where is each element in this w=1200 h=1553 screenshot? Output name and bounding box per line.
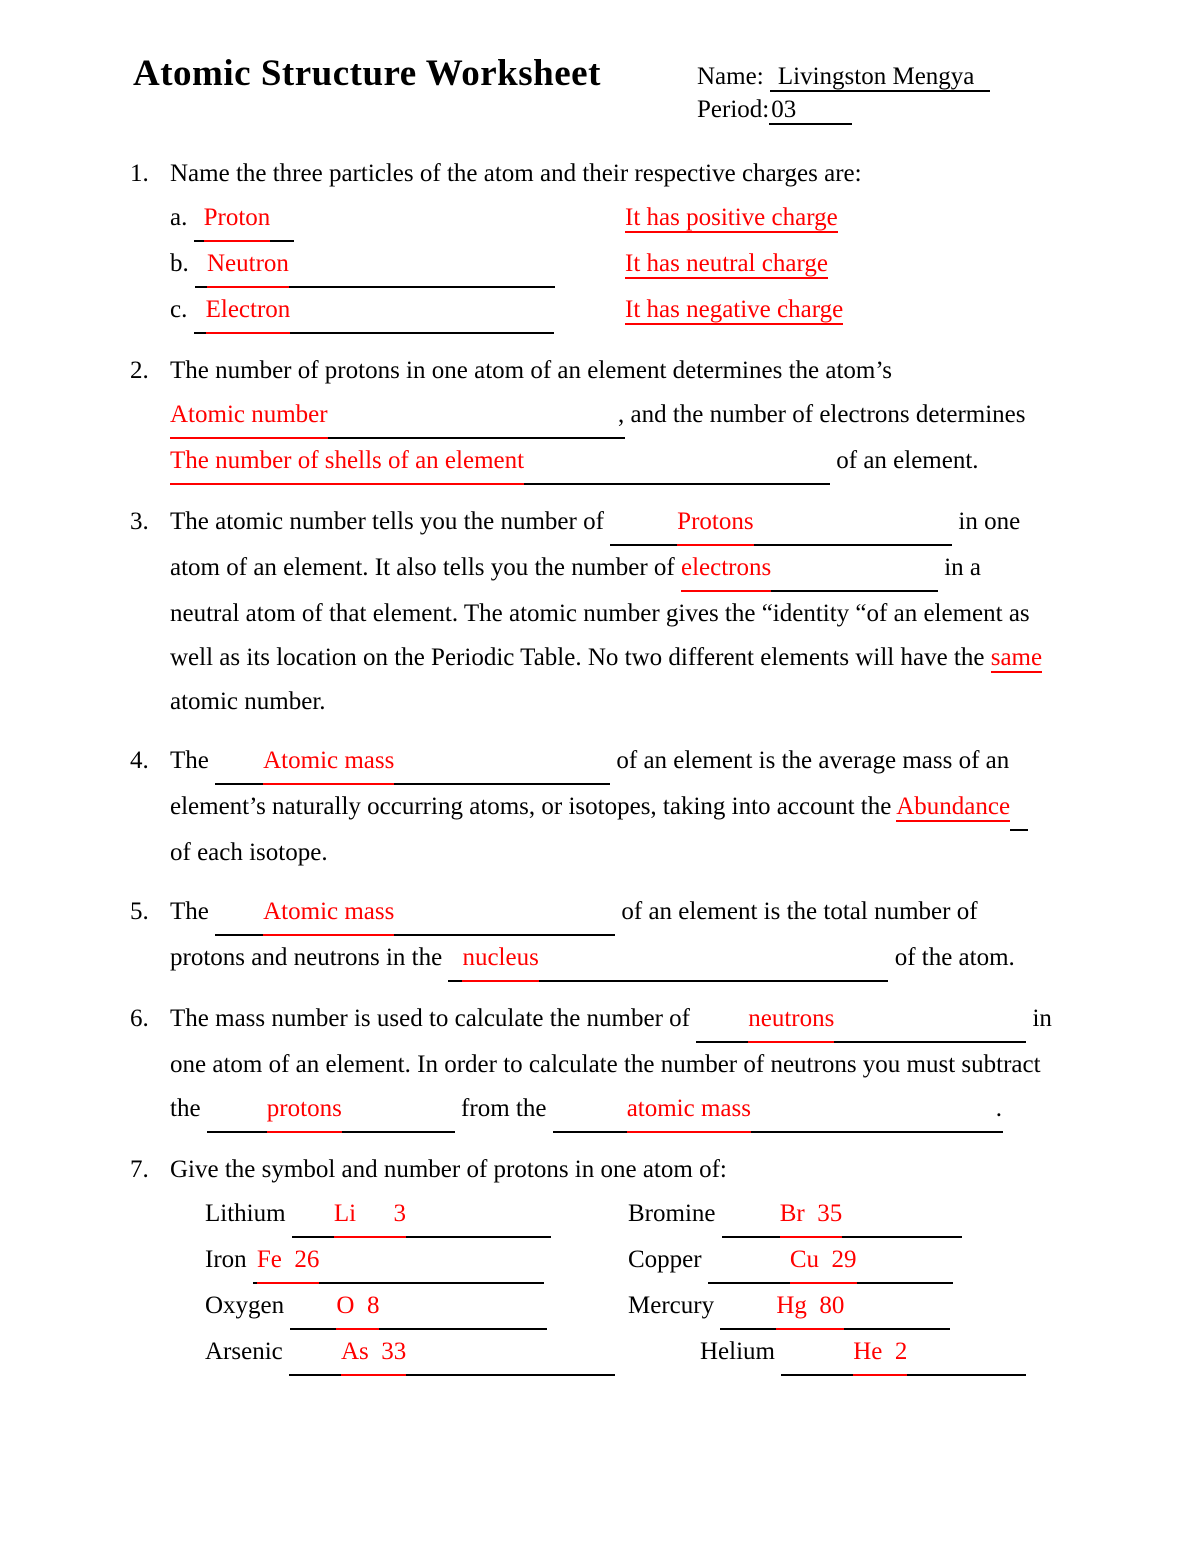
question-3-line1-text: The atomic number tells you the number of xyxy=(170,508,604,535)
atomic-number-blank xyxy=(170,393,625,439)
answer-positive-charge: It has positive charge xyxy=(625,204,838,231)
lithium-blank xyxy=(292,1192,551,1238)
question-2 xyxy=(0,349,1200,485)
question-7-row-1 xyxy=(205,1192,1200,1238)
neutrons-blank xyxy=(696,997,1026,1043)
question-3 xyxy=(0,500,1200,724)
nucleus-blank xyxy=(448,936,888,982)
answer-nucleus: nucleus xyxy=(462,936,538,982)
answer-neutron: Neutron xyxy=(207,242,289,288)
question-2-line2-text: , and the number of electrons determines xyxy=(618,401,1026,428)
iron-blank xyxy=(253,1238,544,1284)
label-iron: Iron xyxy=(205,1246,247,1273)
answer-lithium: Li 3 xyxy=(334,1192,406,1238)
item-a-blank xyxy=(194,196,294,242)
question-5-line2-tail: of the atom. xyxy=(894,944,1015,971)
shells-blank xyxy=(170,439,830,485)
label-copper: Copper xyxy=(628,1246,702,1273)
page-title: Atomic Structure Worksheet xyxy=(133,53,601,94)
question-4-line1-tail: of an element is the average mass of an xyxy=(616,747,1010,774)
question-1-number: 1. xyxy=(130,160,149,187)
question-6-number: 6. xyxy=(130,1005,149,1032)
helium-blank xyxy=(781,1330,1026,1376)
question-1-item-b xyxy=(170,242,1200,288)
question-3-line1 xyxy=(170,500,1200,546)
atomic-mass-blank-1 xyxy=(215,739,610,785)
answer-bromine: Br 35 xyxy=(780,1192,843,1238)
question-3-line2-tail: in a xyxy=(944,554,982,581)
question-4-line2-text: element’s naturally occurring atoms, or isotopes, taking into account the xyxy=(170,793,892,820)
name-value: Livingston Mengya xyxy=(770,63,991,92)
question-6-line3-text: the xyxy=(170,1095,201,1122)
item-a-left xyxy=(170,196,625,242)
answer-copper: Cu 29 xyxy=(790,1238,857,1284)
student-id-block xyxy=(697,60,990,126)
mercury-blank xyxy=(720,1284,950,1330)
question-6 xyxy=(0,997,1200,1133)
row-1-left xyxy=(205,1192,628,1238)
answer-atomic-number: Atomic number xyxy=(170,393,328,439)
answer-same: same xyxy=(990,644,1043,671)
row-2-left xyxy=(205,1238,628,1284)
question-7 xyxy=(0,1148,1200,1376)
period-value: 03 xyxy=(769,96,852,125)
name-line xyxy=(697,60,990,93)
row-3-left xyxy=(205,1284,628,1330)
label-bromine: Bromine xyxy=(628,1200,716,1227)
question-3-line2 xyxy=(170,546,1200,592)
question-5-line2-text: protons and neutrons in the xyxy=(170,944,443,971)
question-6-line1-text: The mass number is used to calculate the number of xyxy=(170,1005,690,1032)
question-3-line1-tail: in one xyxy=(958,508,1021,535)
row-4-left xyxy=(205,1330,628,1376)
question-3-line4 xyxy=(170,636,1200,680)
item-c-blank xyxy=(194,288,554,334)
question-3-line5: atomic number. xyxy=(170,688,326,715)
answer-atomic-mass-1: Atomic mass xyxy=(263,739,394,785)
label-helium: Helium xyxy=(700,1338,775,1365)
question-3-number: 3. xyxy=(130,508,149,535)
question-2-line1: The number of protons in one atom of an element determines the atom’s xyxy=(170,357,893,384)
item-b-left xyxy=(170,242,625,288)
question-2-number: 2. xyxy=(130,357,149,384)
question-3-line3: neutral atom of that element. The atomic number gives the “identity “of an element as xyxy=(170,600,1030,627)
question-5 xyxy=(0,890,1200,982)
item-b-letter: b. xyxy=(170,250,189,277)
answer-mercury: Hg 80 xyxy=(776,1284,844,1330)
protons-blank xyxy=(610,500,952,546)
question-2-line3-text: of an element. xyxy=(836,447,979,474)
abundance-trailing-dash xyxy=(1010,785,1028,831)
copper-blank xyxy=(708,1238,953,1284)
name-label: Name: xyxy=(697,63,764,90)
answer-abundance: Abundance xyxy=(896,793,1011,820)
question-5-line1-tail: of an element is the total number of xyxy=(621,898,978,925)
item-c-letter: c. xyxy=(170,296,188,323)
answer-electron: Electron xyxy=(206,288,291,334)
question-4-number: 4. xyxy=(130,747,149,774)
answer-neutral-charge: It has neutral charge xyxy=(625,250,828,277)
answer-negative-charge: It has negative charge xyxy=(625,296,844,323)
label-lithium: Lithium xyxy=(205,1200,286,1227)
electrons-blank xyxy=(681,546,938,592)
answer-neutrons: neutrons xyxy=(748,997,834,1043)
question-1-item-a xyxy=(170,196,1200,242)
answer-arsenic: As 33 xyxy=(341,1330,406,1376)
question-7-row-2 xyxy=(205,1238,1200,1284)
question-7-row-4 xyxy=(205,1330,1200,1376)
label-arsenic: Arsenic xyxy=(205,1338,283,1365)
question-7-row-3 xyxy=(205,1284,1200,1330)
oxygen-blank xyxy=(290,1284,547,1330)
answer-number-of-shells: The number of shells of an element xyxy=(170,439,524,485)
answer-atomic-mass-3: atomic mass xyxy=(627,1087,751,1133)
question-4-line1 xyxy=(170,739,1200,785)
answer-protons: Protons xyxy=(677,500,753,546)
item-c-left xyxy=(170,288,625,334)
question-6-line1-tail: in xyxy=(1032,1005,1052,1032)
label-oxygen: Oxygen xyxy=(205,1292,285,1319)
question-1 xyxy=(0,152,1200,334)
worksheet-header xyxy=(0,0,1200,152)
question-5-line1-text: The xyxy=(170,898,209,925)
question-5-line2 xyxy=(170,936,1200,982)
question-6-line2: one atom of an element. In order to calculate the number of neutrons you must subtract xyxy=(170,1051,1041,1078)
question-7-prompt: Give the symbol and number of protons in one atom of: xyxy=(170,1156,727,1183)
atomic-mass-blank-3 xyxy=(553,1087,1003,1133)
question-5-line1 xyxy=(170,890,1200,936)
answer-atomic-mass-2: Atomic mass xyxy=(263,890,394,936)
item-a-letter: a. xyxy=(170,204,188,231)
question-6-line3 xyxy=(170,1087,1200,1133)
period-label: Period: xyxy=(697,96,770,123)
question-4-line1-text: The xyxy=(170,747,209,774)
atomic-mass-blank-2 xyxy=(215,890,615,936)
answer-proton: Proton xyxy=(204,196,271,242)
period-line xyxy=(697,93,990,126)
answer-oxygen: O 8 xyxy=(336,1284,379,1330)
question-1-item-c xyxy=(170,288,1200,334)
question-4 xyxy=(0,739,1200,875)
question-2-line2 xyxy=(170,393,1200,439)
answer-electrons: electrons xyxy=(681,546,771,592)
question-5-number: 5. xyxy=(130,898,149,925)
question-1-prompt: Name the three particles of the atom and their respective charges are: xyxy=(170,160,862,187)
question-3-line2-text: atom of an element. It also tells you the number of xyxy=(170,554,675,581)
question-4-line2 xyxy=(170,785,1200,831)
question-6-line3-mid: from the xyxy=(461,1095,547,1122)
arsenic-blank xyxy=(289,1330,615,1376)
label-mercury: Mercury xyxy=(628,1292,715,1319)
answer-helium: He 2 xyxy=(853,1330,907,1376)
question-4-line3: of each isotope. xyxy=(170,839,328,866)
bromine-blank xyxy=(722,1192,962,1238)
answer-protons-2: protons xyxy=(267,1087,342,1133)
item-b-blank xyxy=(195,242,555,288)
question-6-line1 xyxy=(170,997,1200,1043)
question-3-line4-text: well as its location on the Periodic Table. No two different elements will have the xyxy=(170,644,985,671)
question-2-line3 xyxy=(170,439,1200,485)
protons-blank-2 xyxy=(207,1087,455,1133)
question-6-line3-end: . xyxy=(995,1095,1002,1122)
answer-iron: Fe 26 xyxy=(257,1238,320,1284)
question-7-number: 7. xyxy=(130,1156,149,1183)
